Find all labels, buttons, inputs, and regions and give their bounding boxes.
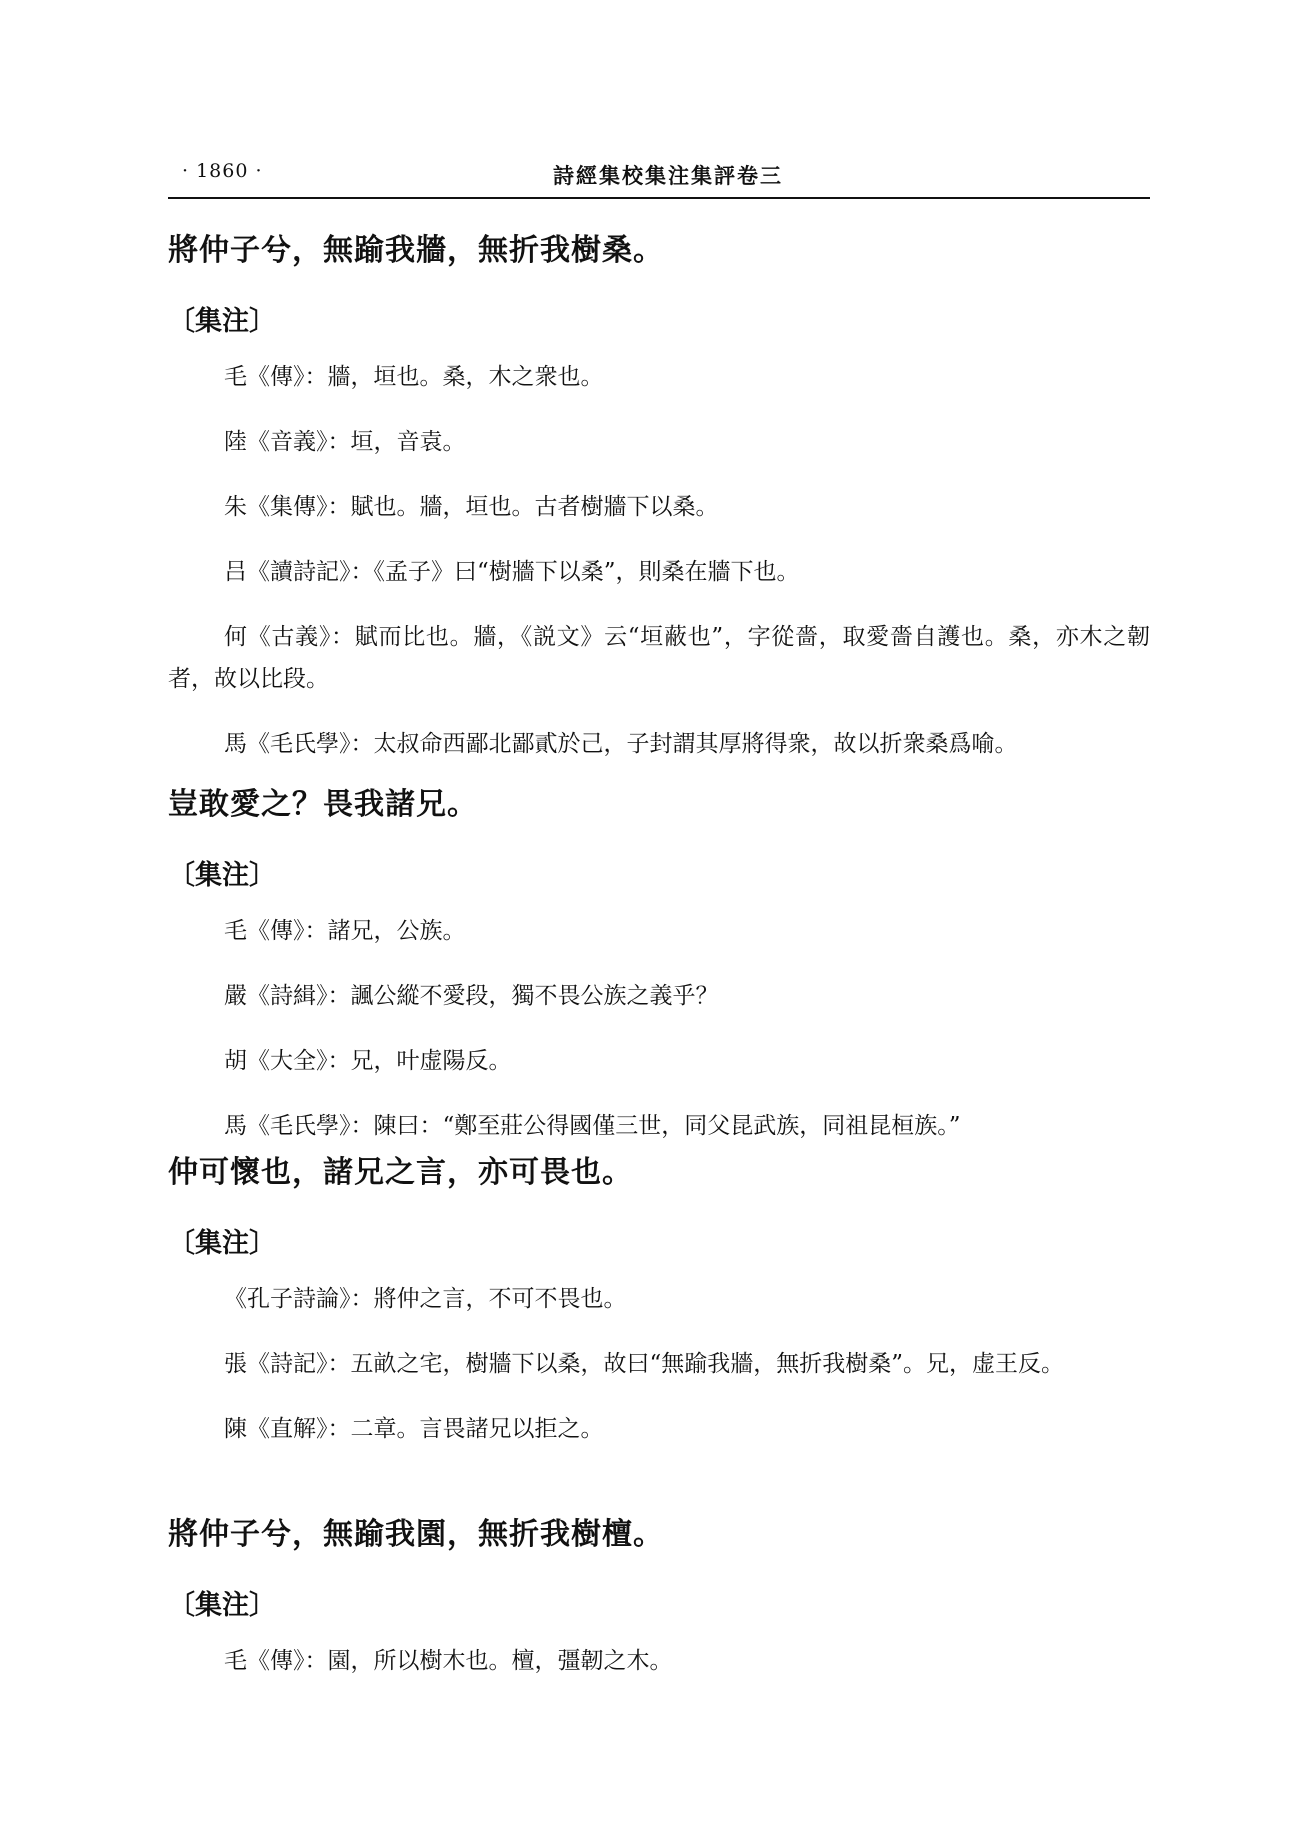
section-label: 〔集注〕 <box>168 306 276 337</box>
note-paragraph: 毛《傳》：牆，垣也。桑，木之衆也。 <box>224 364 604 390</box>
section-2 <box>168 782 1150 1170</box>
notes-block <box>168 910 1150 1147</box>
note-paragraph: 陳《直解》：二章。言畏諸兄以拒之。 <box>224 1416 604 1442</box>
note-paragraph: 朱《集傳》：賦也。牆，垣也。古者樹牆下以桑。 <box>224 494 719 520</box>
page-number: · 1860 · <box>182 160 263 182</box>
section-label: 〔集注〕 <box>168 1228 276 1259</box>
note-paragraph: 嚴《詩緝》：諷公縱不愛段，獨不畏公族之義乎？ <box>224 983 719 1009</box>
note-paragraph: 毛《傳》：諸兄，公族。 <box>224 918 466 944</box>
section-4 <box>168 1512 1150 1705</box>
section-1 <box>168 228 1150 788</box>
section-3 <box>168 1150 1150 1473</box>
page-header <box>168 160 1150 190</box>
verse-line: 將仲子兮，無踰我園，無折我樹檀。 <box>168 1517 664 1552</box>
note-paragraph: 毛《傳》：園，所以樹木也。檀，彊韌之木。 <box>224 1648 673 1674</box>
section-label: 〔集注〕 <box>168 1590 276 1621</box>
verse-line: 仲可懷也，諸兄之言，亦可畏也。 <box>168 1155 633 1190</box>
note-paragraph: 馬《毛氏學》：陳曰：“鄭至莊公得國僅三世，同父昆武族，同祖昆桓族。” <box>224 1113 961 1139</box>
section-label: 〔集注〕 <box>168 860 276 891</box>
note-paragraph: 胡《大全》：兄，叶虚陽反。 <box>224 1048 512 1074</box>
verse-line: 豈敢愛之？畏我諸兄。 <box>168 787 478 822</box>
running-title: 詩經集校集注集評卷三 <box>553 163 783 188</box>
note-paragraph: 吕《讀詩記》：《孟子》曰“樹牆下以桑”，則桑在牆下也。 <box>224 559 800 585</box>
notes-block <box>168 1278 1150 1450</box>
header-rule <box>168 197 1150 199</box>
note-paragraph: 何《古義》：賦而比也。牆，《説文》云“垣蔽也”，字從嗇，取愛嗇自護也。桑，亦木之韌者，故以比段。 <box>168 624 1150 692</box>
notes-block <box>168 1640 1150 1682</box>
verse-line: 將仲子兮，無踰我牆，無折我樹桑。 <box>168 233 664 268</box>
note-paragraph: 陸《音義》：垣，音袁。 <box>224 429 466 455</box>
note-paragraph: 《孔子詩論》：將仲之言，不可不畏也。 <box>224 1286 627 1312</box>
note-paragraph: 張《詩記》：五畝之宅，樹牆下以桑，故曰“無踰我牆，無折我樹桑”。兄，虚王反。 <box>224 1351 1065 1377</box>
note-paragraph: 馬《毛氏學》：太叔命西鄙北鄙貳於己，子封謂其厚將得衆，故以折衆桑爲喻。 <box>224 731 1018 757</box>
notes-block <box>168 356 1150 765</box>
